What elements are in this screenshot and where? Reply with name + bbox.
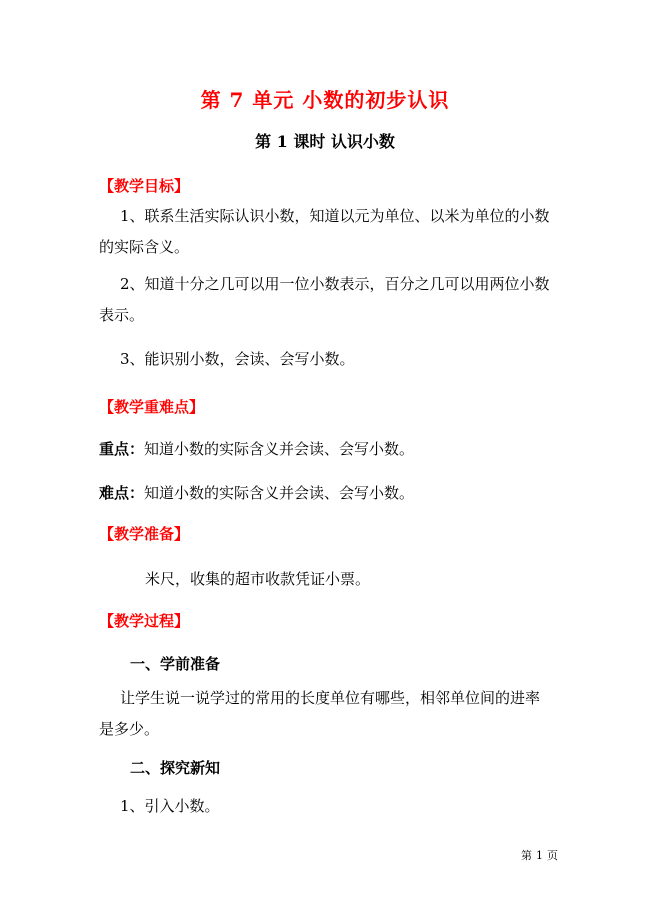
step-heading: 一、学前准备 (130, 655, 221, 673)
difficult-point-text: 知道小数的实际含义并会读、会写小数。 (144, 484, 415, 502)
page-number-suffix: 页 (547, 849, 558, 862)
lesson-subtitle: 第 1 课时 认识小数 (255, 132, 395, 151)
goal-item: 3、能识别小数，会读、会写小数。 (120, 350, 355, 368)
step-text: 让学生说一说学过的常用的长度单位有哪些，相邻单位间的进率是多少。 (99, 689, 541, 738)
difficult-point-label: 难点： (99, 484, 145, 502)
section-heading-prep: 【教学准备】 (99, 525, 190, 543)
page-title: 第 7 单元 小数的初步认识 (200, 88, 450, 112)
section-heading-goals: 【教学目标】 (99, 177, 190, 195)
page-number (519, 847, 560, 863)
step-heading: 二、探究新知 (130, 759, 221, 777)
section-heading-key-points: 【教学重难点】 (99, 398, 205, 416)
key-point-text: 知道小数的实际含义并会读、会写小数。 (144, 440, 415, 458)
key-point (99, 438, 414, 459)
section-heading-process: 【教学过程】 (99, 612, 190, 630)
prep-text: 米尺，收集的超市收款凭证小票。 (145, 570, 371, 588)
difficult-point (99, 482, 414, 503)
page-number-value: 1 (536, 849, 543, 862)
step-text: 1、引入小数。 (120, 797, 220, 815)
goal-item: 2、知道十分之几可以用一位小数表示，百分之几可以用两位小数表示。 (99, 275, 550, 324)
page-number-prefix: 第 (521, 849, 532, 862)
goal-item: 1、联系生活实际认识小数，知道以元为单位、以米为单位的小数的实际含义。 (99, 207, 550, 256)
key-point-label: 重点： (99, 440, 145, 458)
